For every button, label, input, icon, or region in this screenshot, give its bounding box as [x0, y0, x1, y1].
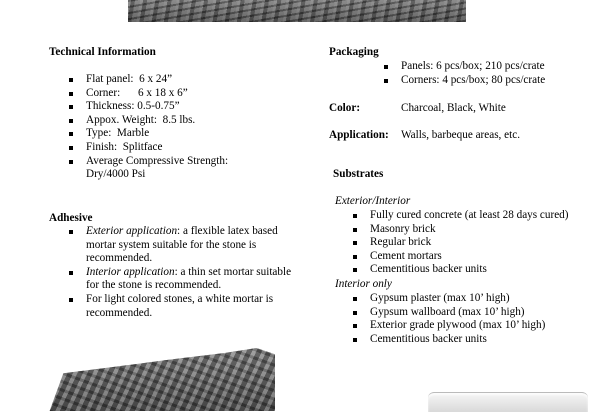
list-item: Cement mortars: [348, 250, 598, 264]
list-item: Flat panel: 6 x 24”: [64, 73, 284, 87]
list-item: Masonry brick: [348, 223, 598, 237]
list-item: Gypsum plaster (max 10’ high): [348, 292, 598, 306]
list-item: Type: Marble: [64, 127, 284, 141]
list-item: Fully cured concrete (at least 28 days cured): [348, 209, 598, 223]
list-item: Cementitious backer units: [348, 333, 598, 347]
stone-corner-image: [45, 348, 275, 411]
packaging-heading: Packaging: [329, 46, 379, 58]
list-item: Panels: 6 pcs/box; 210 pcs/crate: [379, 60, 589, 74]
interior-only-label: Interior only: [335, 278, 392, 290]
list-item: Corner: 6 x 18 x 6”: [64, 87, 284, 101]
list-item: Cementitious backer units: [348, 263, 598, 277]
color-label: Color:: [329, 102, 361, 114]
technical-list: [64, 73, 284, 182]
list-item: Exterior application: a flexible latex based mortar system suitable for the stone is recommended.: [64, 225, 296, 266]
list-item: Regular brick: [348, 236, 598, 250]
list-item: Appox. Weight: 8.5 lbs.: [64, 114, 284, 128]
stone-panel-image-top: [128, 0, 466, 22]
list-item: Finish: Splitface: [64, 141, 284, 155]
list-item: Interior application: a thin set mortar suitable for the stone is recommended.: [64, 266, 296, 293]
list-item: Thickness: 0.5-0.75”: [64, 100, 284, 114]
color-value: Charcoal, Black, White: [401, 102, 506, 114]
application-value: Walls, barbeque areas, etc.: [401, 129, 520, 141]
technical-heading: Technical Information: [49, 46, 156, 58]
adhesive-heading: Adhesive: [49, 212, 93, 224]
packaging-list: [379, 60, 589, 87]
panel-edge-image: [428, 392, 588, 412]
list-item: Corners: 4 pcs/box; 80 pcs/crate: [379, 74, 589, 88]
exterior-interior-label: Exterior/Interior: [335, 195, 411, 207]
substrates-heading: Substrates: [333, 168, 384, 180]
interior-substrates-list: [348, 292, 598, 346]
list-item: Gypsum wallboard (max 10’ high): [348, 306, 598, 320]
list-item: For light colored stones, a white mortar is recommended.: [64, 293, 296, 320]
list-item: Average Compressive Strength: Dry/4000 Psi: [64, 155, 284, 182]
exterior-substrates-list: [348, 209, 598, 277]
application-label: Application:: [329, 129, 389, 141]
list-item: Exterior grade plywood (max 10’ high): [348, 319, 598, 333]
adhesive-list: [64, 225, 296, 320]
